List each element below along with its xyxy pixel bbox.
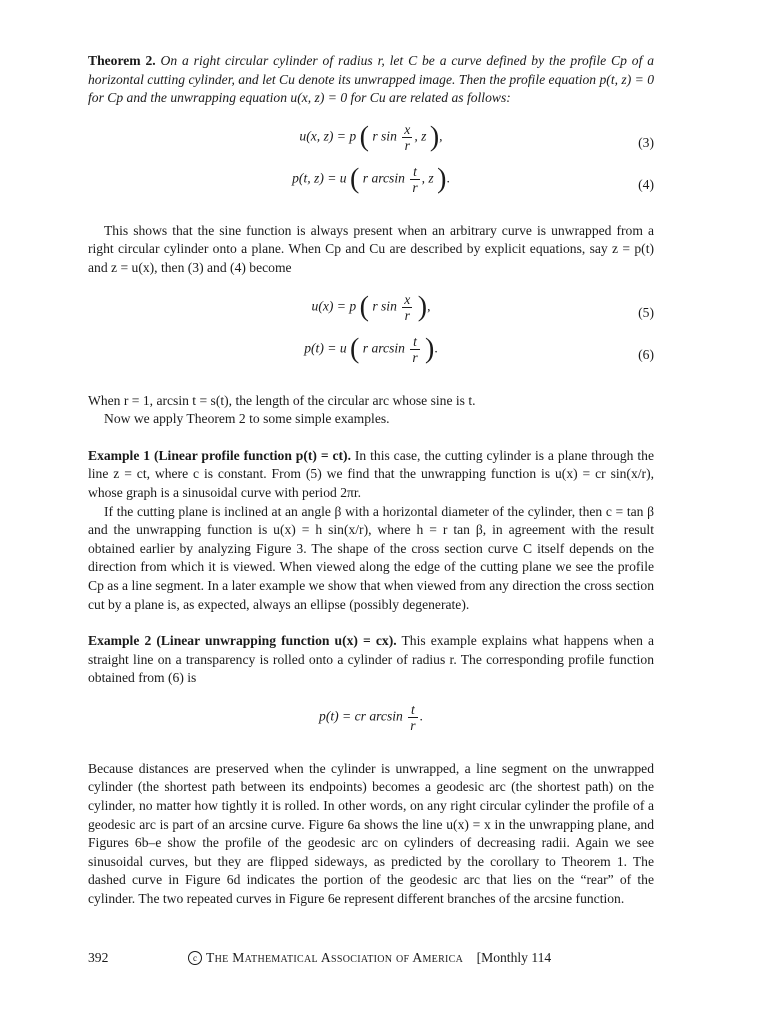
- paragraph-2: When r = 1, arcsin t = s(t), the length of the circular arc whose sine is t.: [88, 392, 476, 408]
- eq4-post: , z: [421, 170, 434, 186]
- equation-5: [88, 292, 654, 334]
- eq5-den: r: [404, 307, 410, 323]
- eq4-tail: .: [446, 170, 450, 186]
- eq5-open-paren: (: [359, 291, 369, 323]
- eq3-tail: ,: [439, 128, 443, 144]
- eq3-close-paren: ): [429, 121, 440, 153]
- example-2-text: This example explains what happens when a straight line on a transparency is rolled onto a cylinder of radius r. The corresponding profile function obtained from (6) is: [88, 633, 654, 686]
- example-2: [88, 632, 654, 688]
- page-body: [88, 52, 654, 909]
- example-2-label: Example 2 (Linear unwrapping function u(x) = cx).: [88, 633, 397, 649]
- eq6-tail: .: [434, 340, 438, 356]
- theorem-statement: On a right circular cylinder of radius r, let C be a curve defined by the profile Cp of a horizontal cutting cylinder, and let Cu denote its unwrapped image. Then the profile equation p(t, z) = 0 for Cp and the unwrapping equation u(x, z) = 0 for Cu are related as follows:: [88, 53, 654, 106]
- eq5-num: x: [404, 291, 411, 307]
- theorem-label: Theorem 2.: [88, 53, 156, 68]
- eq4-fraction: [410, 164, 419, 195]
- publisher-name: The Mathematical Association of America: [206, 950, 464, 965]
- eq6-close-paren: ): [425, 333, 435, 365]
- eq3-num: x: [404, 121, 411, 137]
- eq6-number: (6): [638, 346, 654, 362]
- eq3-open-paren: (: [359, 121, 369, 153]
- example-1-label: Example 1 (Linear profile function p(t) = ct).: [88, 447, 351, 463]
- eq4-close-paren: ): [437, 163, 447, 195]
- eq7-num: t: [408, 702, 417, 718]
- paragraph-4: If the cutting plane is inclined at an angle β with a horizontal diameter of the cylinder, then c = tan β and the unwrapping function is u(x) = h sin(x/r), where h = r tan β, in agreement with the result obtained earlier by analyzing Figure 3. The shape of the cross section curve C itself depends on the direction from which it is viewed. When viewed along the edge of the cutting plane we see the profile Cp as a line segment. In a later example we show that when viewed from any direction the cross section cut by a plane is, as expected, always an ellipse (possibly degenerate).: [88, 503, 654, 612]
- paragraph-5: Because distances are preserved when the cylinder is unwrapped, a line segment on the unwrapped cylinder (the shortest path between its endpoints) becomes a geodesic arc (the shortest path) on the cylinder, no matter how tightly it is rolled. In other words, on any right circular cylinder the profile of a geodesic arc is part of an arcsine curve. Figure 6a shows the line u(x) = x in the unwrapping plane, and Figures 6b–e show the profile of the geodesic arc on cylinders of decreasing radii. Again we see sinusoidal curves, but they are flipped sideways, as predicted by the corollary to Theorem 1. The dashed curve in Figure 6d indicates the portion of the geodesic arc that lies on the “rear” of the cylinder. The two repeated curves in Figure 6e represent different branches of the arcsine function.: [88, 760, 654, 907]
- copyright-icon: c: [188, 951, 202, 965]
- journal-ref: [Monthly 114: [476, 950, 552, 965]
- footer-publisher-line: [188, 950, 551, 966]
- eq5-close-paren: ): [417, 291, 428, 323]
- eq3-lhs: u(x, z) = p: [299, 128, 357, 144]
- eq6-den: r: [412, 349, 418, 365]
- equation-6: [88, 334, 654, 376]
- eq4-num: t: [410, 164, 419, 180]
- eq5-number: (5): [638, 304, 654, 320]
- eq4-open-paren: (: [350, 163, 360, 195]
- eq3-pre: r sin: [372, 128, 397, 144]
- eq5-pre: r sin: [372, 298, 397, 314]
- eq3-den: r: [404, 137, 410, 153]
- eq6-open-paren: (: [350, 333, 360, 365]
- eq5-fraction: [402, 292, 412, 323]
- eq4-lhs: p(t, z) = u: [292, 170, 347, 186]
- page-number: 392: [88, 950, 109, 965]
- eq3-post: , z: [414, 128, 427, 144]
- eq3-number: (3): [638, 134, 654, 150]
- eq6-num: t: [410, 334, 419, 350]
- eq6-pre: r arcsin: [362, 340, 405, 356]
- example-1-text: In this case, the cutting cylinder is a plane through the line z = ct, where c is constant. From (5) we find that the unwrapping function is u(x) = cr sin(x/r), whose graph is a sinusoidal curve with period 2πr.: [88, 447, 654, 500]
- eq7-tail: .: [419, 708, 423, 724]
- example-1: [88, 447, 654, 503]
- eq6-fraction: [410, 334, 419, 365]
- eq6-lhs: p(t) = u: [304, 340, 347, 356]
- eq5-lhs: u(x) = p: [311, 298, 357, 314]
- paragraph-3: Now we apply Theorem 2 to some simple examples.: [104, 411, 390, 427]
- eq7-fraction: [408, 702, 417, 733]
- eq7-lhs: p(t) = cr arcsin: [319, 708, 403, 724]
- eq5-tail: ,: [427, 298, 431, 314]
- eq7-den: r: [410, 717, 416, 733]
- equation-7: [88, 702, 654, 744]
- equation-4: [88, 164, 654, 206]
- equation-3: [88, 122, 654, 164]
- eq4-den: r: [412, 179, 418, 195]
- theorem-2: [88, 52, 654, 108]
- eq4-number: (4): [638, 176, 654, 192]
- paragraph-1: This shows that the sine function is always present when an arbitrary curve is unwrapped from a right circular cylinder onto a plane. When Cp and Cu are described by explicit equations, say z = p(t) and z = u(x), then (3) and (4) become: [88, 222, 654, 275]
- eq3-fraction: [402, 122, 412, 153]
- eq4-pre: r arcsin: [362, 170, 405, 186]
